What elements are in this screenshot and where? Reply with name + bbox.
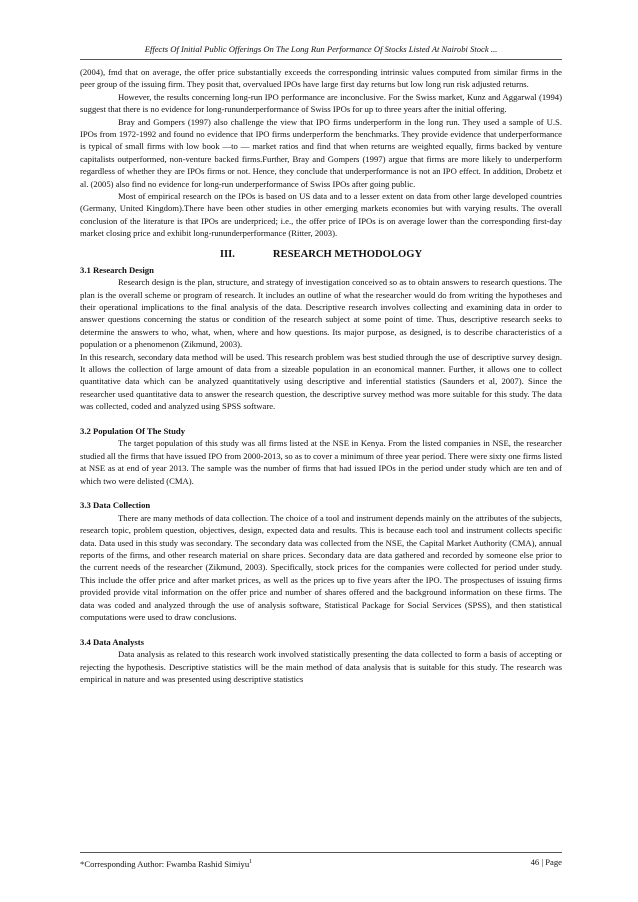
paragraph: Most of empirical research on the IPOs is based on US data and to a lesser extent on data from other large developed countries (Germany, United Kingdom).There have been other studies in other emerging markets economies but with varying results. The overall conclusion of the literature is that IPOs are underpriced; i.e., the offer price of IPOs is on average lower than the corresponding first-day market closing price and exhibit long-rununderperformance (Ritter, 2003).	[80, 191, 562, 239]
section-title: RESEARCH METHODOLOGY	[272, 248, 423, 260]
paragraph: There are many methods of data collection. The choice of a tool and instrument depends mainly on the attributes of the subjects, research topic, problem question, objectives, design, expected data and results. This is because each tool and instrument collects specific data. Data used in this study was secondary. The secondary data was collected from the NSE, the Capital Market Authority (CMA), annual reports of the firms, and other research material on share prices. Secondary data are data gathered and recorded by someone else prior to the current needs of the researcher (Zikmund, 2003). Specifically, stock prices for the companies were collected for period under study. This include the offer price and after market prices, as well as the prices up to five years after the IPO. The prospectuses of issuing firms provided provide vital information on the offer price and number of shares offered and the background information on these firms. The data was coded and analyzed through the use of analysis software, Statistical Package for Social Services (SPSS), and then statistical computations were used to draw conclusions.	[80, 512, 562, 623]
section-heading	[80, 247, 562, 262]
subsection-heading: 3.4 Data Analysts	[80, 636, 144, 647]
page-number: 46 | Page	[530, 857, 562, 867]
running-header: Effects Of Initial Public Offerings On The Long Run Performance Of Stocks Listed At Nairobi Stock ...	[144, 44, 498, 54]
paragraph: However, the results concerning long-run IPO performance are inconclusive. For the Swiss market, Kunz and Aggarwal (1994) suggest that there is no evidence for long-rununderperformance of Swiss IPOs for up to three years after the initial offering.	[80, 91, 562, 115]
body-text	[80, 66, 562, 685]
paragraph: In this research, secondary data method will be used. This research problem was best studied through the use of descriptive survey design. It allows the collection of large amount of data from a sizeable population in an economical manner. Further, it allows one to collect quantitative data which can be analyzed quantitatively using descriptive and inferential statistics (Saunders et al, 2007). Since the researcher used quantitative data to answer the research question, the descriptive survey method was more suitable for this study. The data was collected, coded and analyzed using SPSS software.	[80, 351, 562, 412]
paragraph: Research design is the plan, structure, and strategy of investigation conceived so as to obtain answers to research questions. The plan is the overall scheme or program of research. It includes an outline of what the researcher would do from writing the hypotheses and their operational implications to the final analysis of the data. Descriptive research involves collecting and examining data in order to answer questions concerning the status or condition of the research subject at some point of time. Thus, descriptive research seeks to determine the answers to who, what, when, where and how questions. Its major purpose, as designed, is to describe characteristics of a population or a phenomenon (Zikmund, 2003).	[80, 277, 562, 350]
page-footer	[80, 856, 562, 870]
section-number: III.	[219, 248, 235, 260]
subsection-heading: 3.1 Research Design	[80, 264, 154, 275]
header-divider	[80, 59, 562, 60]
paragraph: The target population of this study was all firms listed at the NSE in Kenya. From the listed companies in NSE, the researcher studied all the firms that have issued IPO from 2000-2013, so as to cover a minimum of three year period. There were sixty one firms listed at NSE as at end of year 2013. The sample was the number of firms that had issued IPOs in the period under study which are ten and of which two were delisted (CMA).	[80, 438, 562, 486]
subsection-heading: 3.3 Data Collection	[80, 500, 151, 511]
paragraph: Bray and Gompers (1997) also challenge the view that IPO firms underperform in the long run. They used a sample of U.S. IPOs from 1972-1992 and found no evidence that IPO firms underperform the benchmarks. They provide evidence that underperformance is typical of small firms with low book —to — market ratios and find that when returns are weighted equally, firms backed by venture capitalists outperformed, non-venture backed firms.Further, Bray and Gompers (1997) argue that firms are more likely to underperform regardless of whether they are IPOs firms or not. Hence, they conclude that underperformance is not an IPO effect. In addition, Drobetz et al. (2005) also find no evidence for long-run underperformance of Swiss IPOs after going public.	[80, 116, 562, 189]
paragraph: Data analysis as related to this research work involved statistically presenting the data collected to form a basis of accepting or rejecting the hypothesis. Descriptive statistics will be the main method of data analysis that is suitable for this study. The research was empirical in nature and was presented using descriptive statistics	[80, 649, 562, 685]
author-superscript: 1	[249, 859, 253, 865]
corresponding-author: *Corresponding Author: Fwamba Rashid Simiyu	[80, 858, 250, 869]
footer-divider	[80, 852, 562, 853]
subsection-heading: 3.2 Population Of The Study	[80, 425, 186, 436]
paragraph: (2004), fmd that on average, the offer price substantially exceeds the corresponding intrinsic values computed from similar firms in the peer group of the issuing firm. They posit that, overvalued IPOs have large first day returns but low long run risk adjusted returns.	[80, 67, 562, 90]
